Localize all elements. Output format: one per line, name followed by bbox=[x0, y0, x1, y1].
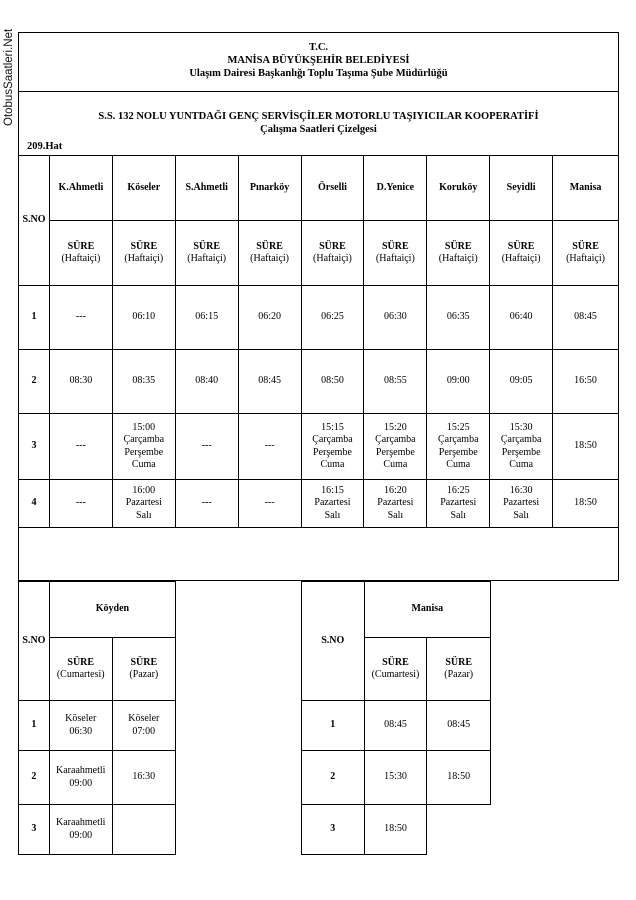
time-cell: 16:00 Pazartesi Salı bbox=[112, 480, 175, 528]
sure-label: SÜRE bbox=[256, 240, 283, 252]
sure-header bbox=[238, 221, 301, 286]
row-number: 3 bbox=[19, 805, 50, 855]
koyden-saturday-header bbox=[49, 638, 112, 701]
manisa-saturday-header bbox=[364, 638, 427, 701]
sure-sub: (Pazar) bbox=[444, 669, 474, 680]
sure-label: SÜRE bbox=[67, 656, 95, 668]
table-row bbox=[302, 751, 491, 805]
sure-sub: (Haftaiçi) bbox=[187, 253, 227, 264]
table-row bbox=[19, 480, 619, 528]
koyden-title: Köyden bbox=[49, 582, 175, 638]
table-row bbox=[19, 286, 619, 350]
time-cell: 08:45 bbox=[553, 286, 619, 350]
cooperative-header bbox=[19, 92, 618, 136]
stop-header: Koruköy bbox=[427, 156, 490, 221]
sure-header bbox=[301, 221, 364, 286]
time-cell: 08:45 bbox=[427, 701, 491, 751]
time-cell: 09:05 bbox=[490, 350, 553, 414]
sure-sub: (Haftaiçi) bbox=[313, 253, 352, 264]
sure-label: SÜRE bbox=[445, 656, 473, 668]
time-cell: 06:15 bbox=[175, 286, 238, 350]
sure-sub: (Haftaiçi) bbox=[61, 253, 101, 264]
stop-header: Köseler bbox=[112, 156, 175, 221]
weekend-manisa-table bbox=[301, 581, 491, 855]
table-row bbox=[19, 350, 619, 414]
site-watermark bbox=[2, 10, 16, 140]
stop-header: S.Ahmetli bbox=[175, 156, 238, 221]
sure-label: SÜRE bbox=[193, 240, 221, 252]
row-number: 3 bbox=[302, 805, 365, 855]
table-row bbox=[19, 751, 176, 805]
sure-label: SÜRE bbox=[507, 240, 535, 252]
time-cell: --- bbox=[49, 286, 112, 350]
sure-header bbox=[49, 221, 112, 286]
time-cell: 15:30 bbox=[364, 751, 427, 805]
stop-header-row bbox=[19, 156, 619, 221]
time-cell bbox=[112, 805, 175, 855]
stop-header: D.Yenice bbox=[364, 156, 427, 221]
time-cell bbox=[427, 805, 491, 855]
sure-label: SÜRE bbox=[130, 240, 158, 252]
time-cell: 09:00 bbox=[427, 350, 490, 414]
time-cell: --- bbox=[49, 414, 112, 480]
stop-header: Seyidli bbox=[490, 156, 553, 221]
time-cell: 16:25 Pazartesi Salı bbox=[427, 480, 490, 528]
sure-sub: (Haftaiçi) bbox=[250, 253, 290, 264]
weekday-schedule-table bbox=[18, 155, 619, 528]
table-row bbox=[19, 414, 619, 480]
sure-label: SÜRE bbox=[130, 656, 158, 668]
manisa-sunday-header bbox=[427, 638, 491, 701]
empty-band bbox=[18, 527, 619, 581]
sure-label: SÜRE bbox=[572, 240, 599, 252]
time-cell: 06:25 bbox=[301, 286, 364, 350]
time-cell: --- bbox=[238, 480, 301, 528]
sure-sub: (Cumartesi) bbox=[371, 669, 420, 680]
sure-sub: (Haftaiçi) bbox=[566, 253, 605, 264]
row-number: 1 bbox=[19, 701, 50, 751]
sure-sub: (Haftaiçi) bbox=[124, 253, 164, 264]
time-cell: 08:30 bbox=[49, 350, 112, 414]
time-cell: 15:30 Çarçamba Perşembe Cuma bbox=[490, 414, 553, 480]
koyden-sno-header: S.NO bbox=[19, 582, 50, 701]
time-cell: 18:50 bbox=[364, 805, 427, 855]
sure-header bbox=[427, 221, 490, 286]
header-department: Ulaşım Dairesi Başkanlığı Toplu Taşıma Şube Müdürlüğü bbox=[189, 68, 448, 79]
line-number: 209.Hat bbox=[27, 141, 63, 152]
header-tc: T.C. bbox=[308, 42, 329, 53]
manisa-sno-header: S.NO bbox=[302, 582, 365, 701]
stop-header: Manisa bbox=[553, 156, 619, 221]
time-cell: 06:30 bbox=[364, 286, 427, 350]
sure-header-row bbox=[19, 221, 619, 286]
row-number: 1 bbox=[19, 286, 50, 350]
time-cell: Karaahmetli 09:00 bbox=[49, 805, 112, 855]
sure-label: SÜRE bbox=[444, 240, 472, 252]
table-row bbox=[302, 701, 491, 751]
row-number: 3 bbox=[19, 414, 50, 480]
row-number: 2 bbox=[19, 751, 50, 805]
sure-header bbox=[112, 221, 175, 286]
koyden-sunday-header bbox=[112, 638, 175, 701]
sure-header bbox=[553, 221, 619, 286]
watermark-text: OtobusSaatleri.Net bbox=[3, 28, 15, 126]
time-cell: 16:15 Pazartesi Salı bbox=[301, 480, 364, 528]
stop-header: Pınarköy bbox=[238, 156, 301, 221]
table-row bbox=[19, 701, 176, 751]
row-number: 1 bbox=[302, 701, 365, 751]
time-cell: 08:35 bbox=[112, 350, 175, 414]
municipality-header bbox=[19, 33, 618, 92]
schedule-subtitle: Çalışma Saatleri Çizelgesi bbox=[260, 124, 377, 135]
sno-header: S.NO bbox=[19, 156, 50, 286]
time-cell: 18:50 bbox=[427, 751, 491, 805]
time-cell: 08:55 bbox=[364, 350, 427, 414]
sure-header bbox=[364, 221, 427, 286]
time-cell: 06:20 bbox=[238, 286, 301, 350]
sure-header bbox=[175, 221, 238, 286]
sure-sub: (Cumartesi) bbox=[56, 669, 105, 680]
manisa-title-row bbox=[302, 582, 491, 638]
time-cell: 08:40 bbox=[175, 350, 238, 414]
row-number: 4 bbox=[19, 480, 50, 528]
time-cell: 16:30 bbox=[112, 751, 175, 805]
row-number: 2 bbox=[19, 350, 50, 414]
header-municipality: MANİSA BÜYÜKŞEHİR BELEDİYESİ bbox=[227, 55, 410, 66]
time-cell: 16:50 bbox=[553, 350, 619, 414]
sure-label: SÜRE bbox=[67, 240, 95, 252]
time-cell: 18:50 bbox=[553, 480, 619, 528]
row-number: 2 bbox=[302, 751, 365, 805]
time-cell: Karaahmetli 09:00 bbox=[49, 751, 112, 805]
time-cell: 15:20 Çarçamba Perşembe Cuma bbox=[364, 414, 427, 480]
manisa-title: Manisa bbox=[364, 582, 490, 638]
weekend-koyden-table bbox=[18, 581, 176, 855]
time-cell: 06:40 bbox=[490, 286, 553, 350]
time-cell: 18:50 bbox=[553, 414, 619, 480]
time-cell: 16:30 Pazartesi Salı bbox=[490, 480, 553, 528]
sure-sub: (Haftaiçi) bbox=[438, 253, 478, 264]
time-cell: 06:35 bbox=[427, 286, 490, 350]
table-row bbox=[302, 805, 491, 855]
sure-label: SÜRE bbox=[382, 240, 409, 252]
time-cell: --- bbox=[238, 414, 301, 480]
time-cell: 15:15 Çarçamba Perşembe Cuma bbox=[301, 414, 364, 480]
sure-sub: (Haftaiçi) bbox=[375, 253, 415, 264]
time-cell: 15:00 Çarçamba Perşembe Cuma bbox=[112, 414, 175, 480]
time-cell: --- bbox=[175, 480, 238, 528]
time-cell: 16:20 Pazartesi Salı bbox=[364, 480, 427, 528]
koyden-title-row bbox=[19, 582, 176, 638]
time-cell: 15:25 Çarçamba Perşembe Cuma bbox=[427, 414, 490, 480]
sure-sub: (Haftaiçi) bbox=[501, 253, 541, 264]
time-cell: 08:45 bbox=[364, 701, 427, 751]
sure-sub: (Pazar) bbox=[129, 669, 159, 680]
table-row bbox=[19, 805, 176, 855]
sure-header bbox=[490, 221, 553, 286]
time-cell: --- bbox=[175, 414, 238, 480]
sure-label: SÜRE bbox=[382, 656, 409, 668]
time-cell: --- bbox=[49, 480, 112, 528]
cooperative-name: S.S. 132 NOLU YUNTDAĞI GENÇ SERVİSÇİLER MOTORLU TAŞIYICILAR KOOPERATİFİ bbox=[98, 111, 539, 122]
stop-header: Örselli bbox=[301, 156, 364, 221]
time-cell: 06:10 bbox=[112, 286, 175, 350]
time-cell: 08:45 bbox=[238, 350, 301, 414]
stop-header: K.Ahmetli bbox=[49, 156, 112, 221]
time-cell: Köseler 06:30 bbox=[49, 701, 112, 751]
time-cell: Köseler 07:00 bbox=[112, 701, 175, 751]
time-cell: 08:50 bbox=[301, 350, 364, 414]
sure-label: SÜRE bbox=[319, 240, 346, 252]
